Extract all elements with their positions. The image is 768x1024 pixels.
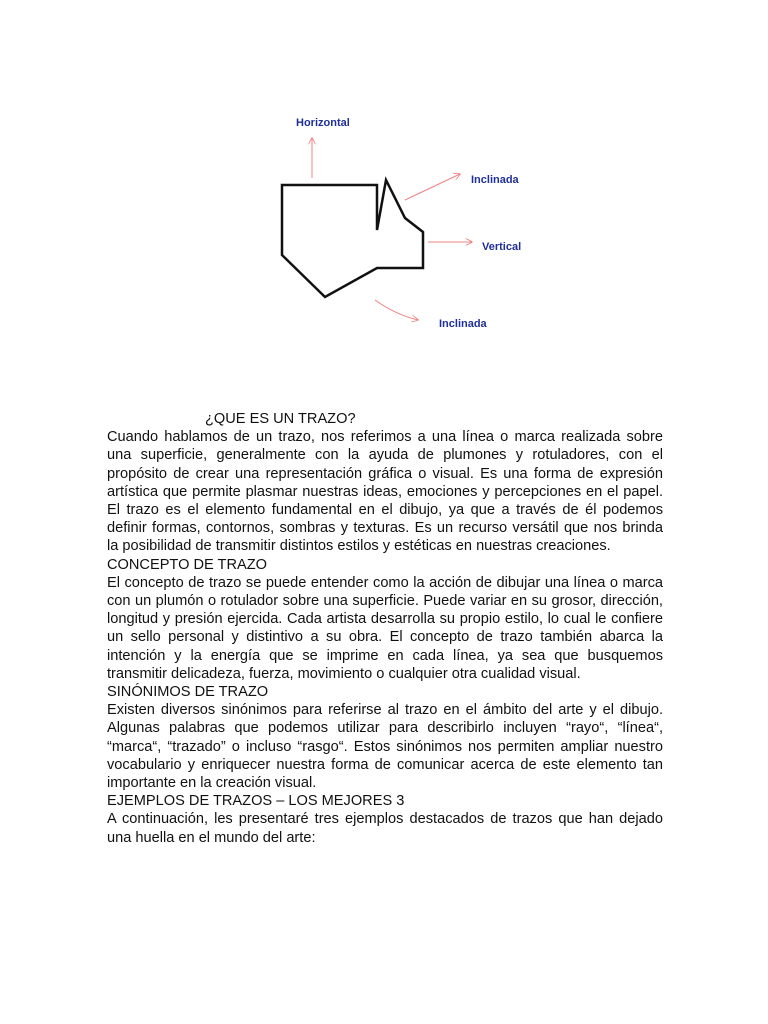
- trazo-diagram: [0, 0, 768, 400]
- examples-heading: EJEMPLOS DE TRAZOS – LOS MEJORES 3: [107, 793, 405, 810]
- intro-paragraph: Cuando hablamos de un trazo, nos referimos a una línea o marca realizada sobre una superficie, generalmente con la ayuda de plumones y rotuladores, con el propósito de crear una representación gráfica o visual. Es una forma de expresión artística que permite plasmar nuestras ideas, emociones y percepciones en el papel. El trazo es el elemento fundamental en el dibujo, ya que a través de él podemos definir formas, contornos, sombras y texturas. Es un recurso versátil que nos brinda la posibilidad de transmitir distintos estilos y estéticas en nuestras creaciones.: [107, 429, 663, 555]
- examples-paragraph: A continuación, les presentaré tres ejemplos destacados de trazos que han dejado una huella en el mundo del arte:: [107, 811, 663, 846]
- label-horizontal: Horizontal: [296, 117, 350, 129]
- arrow-inclinada-bottom: [375, 300, 418, 320]
- label-inclinada-bottom: Inclinada: [439, 318, 487, 330]
- synonyms-paragraph: Existen diversos sinónimos para referirse al trazo en el ámbito del arte y el dibujo. Algunas palabras que podemos utilizar para describirlo incluyen “rayo“, “línea“, “marca“, “trazado” o incluso “rasgo“. Estos sinónimos nos permiten ampliar nuestro vocabulario y enriquecer nuestra forma de comunicar acerca de este elemento tan importante en la creación visual.: [107, 702, 663, 792]
- arrow-inclinada-top: [405, 174, 460, 200]
- label-vertical: Vertical: [482, 241, 522, 253]
- synonyms-heading: SINÓNIMOS DE TRAZO: [107, 684, 269, 701]
- concept-heading: CONCEPTO DE TRAZO: [107, 556, 268, 573]
- diagram-shape: [282, 180, 423, 297]
- document-body: [107, 410, 663, 847]
- page-title: ¿QUE ES UN TRAZO?: [205, 411, 356, 427]
- label-inclinada-top: Inclinada: [471, 174, 519, 186]
- concept-paragraph: El concepto de trazo se puede entender como la acción de dibujar una línea o marca con un plumón o rotulador sobre una superficie. Puede variar en su grosor, dirección, longitud y presión ejercida. Cada artista desarrolla su propio estilo, lo cual le confiere un sello personal y distintivo a su obra. El concepto de trazo también abarca la intención y la energía que se imprime en cada línea, ya sea que busquemos transmitir delicadeza, fuerza, movimiento o cualquier otra cualidad visual.: [107, 574, 663, 682]
